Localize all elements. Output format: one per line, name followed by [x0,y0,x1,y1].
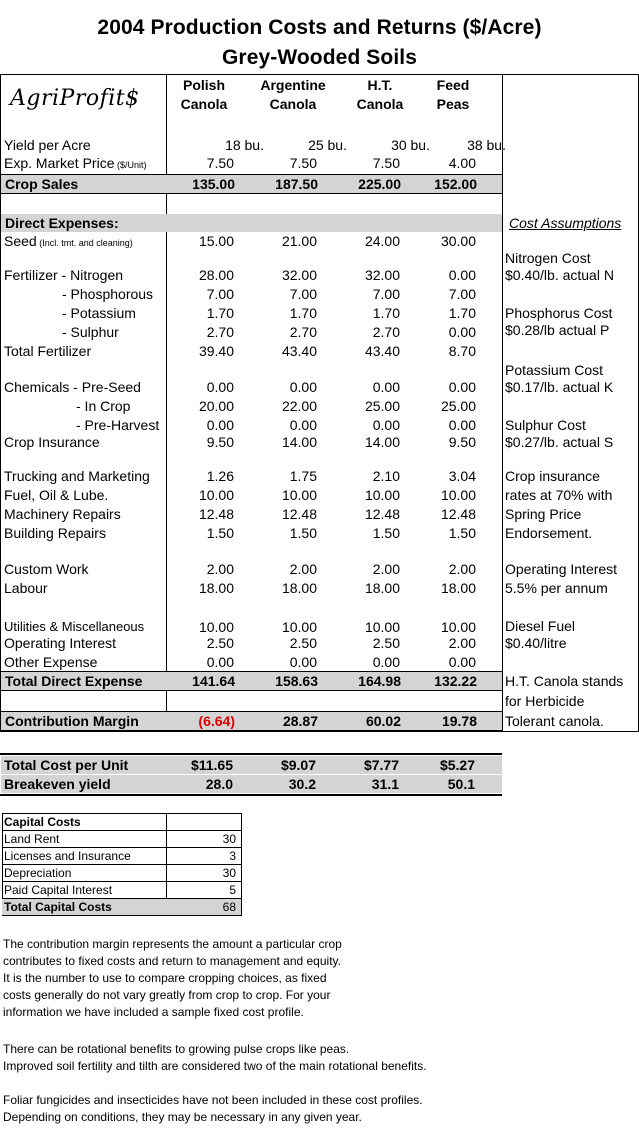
summary-bottom-rule [0,794,502,796]
cell-value: 0.00 [372,654,400,670]
cell-value: 32.00 [281,267,317,283]
assumption-line: Spring Price [505,506,582,522]
cell-value: 28.87 [282,713,318,729]
table-row-crop-insurance [0,433,502,451]
row-label: Fertilizer - Nitrogen [4,267,124,283]
row-label: Total Direct Expense [5,673,143,689]
table-row-price [0,154,502,172]
cell-value: 30.2 [288,776,316,792]
capital-value: 3 [229,849,236,863]
capital-rule [2,915,241,916]
column-header-line1: Feed [436,77,470,93]
cell-value: 2.70 [206,324,234,340]
assumption-line: $0.28/lb actual P [505,322,610,338]
row-rule [0,730,502,731]
table-row-building [0,524,502,542]
row-label: Exp. Market Price ($/Unit) [4,155,147,171]
cell-value: 7.00 [372,286,400,302]
cell-value: 14.00 [364,434,400,450]
column-header-line1: H.T. [367,77,393,93]
table-row-sulphur [0,323,502,341]
paragraph-line: Improved soil fertility and tilth are considered two of the main rotational benefits. [3,1059,427,1073]
cell-value: 2.00 [289,561,317,577]
row-label: Fuel, Oil & Lube. [4,487,109,503]
capital-label: Paid Capital Interest [4,883,113,897]
capital-heading [2,814,241,830]
cell-value: 43.40 [364,343,400,359]
capital-heading-label: Capital Costs [4,815,81,829]
cell-value: 25.00 [440,398,476,414]
cell-value: $9.07 [280,757,316,773]
cell-value: 10.00 [364,487,400,503]
cell-value: 225.00 [358,176,401,192]
cell-value: 10.00 [364,619,400,635]
capital-row [2,831,241,847]
cell-value: 0.00 [372,417,400,433]
cell-value: 30 bu. [391,137,430,153]
table-row-total-direct [1,672,502,690]
table-row-chem-preseed [0,378,502,396]
assumption-line: Sulphur Cost [505,417,586,433]
cell-value: 31.1 [371,776,399,792]
assumption-line: Potassium Cost [505,362,604,378]
row-label: Other Expense [4,654,98,670]
table-row-other [0,653,502,671]
column-header-line1: Polish [182,77,225,93]
row-label: Crop Sales [5,176,79,192]
paragraph-line: It is the number to use to compare cropping choices, as fixed [3,971,327,985]
cell-value: 164.98 [358,673,401,689]
row-rule [0,711,502,712]
cell-value: 43.40 [281,343,317,359]
row-label: Building Repairs [4,525,106,541]
cell-value: 18 bu. [225,137,264,153]
cell-value: 25 bu. [308,137,347,153]
row-label: Machinery Repairs [4,506,121,522]
cell-value: 0.00 [206,417,234,433]
cell-value: 1.75 [289,468,317,484]
cell-value: 10.00 [198,487,234,503]
assumption-line: Phosphorus Cost [505,305,613,321]
explanation-paragraph [3,936,563,1021]
column-header-line2: Canola [356,96,404,112]
cell-value: 1.50 [289,525,317,541]
cell-value: 1.70 [289,305,317,321]
table-row-crop-sales [1,175,502,193]
row-rule [0,193,502,194]
row-label: Breakeven yield [4,776,111,792]
summary-row-breakeven [1,775,502,793]
cell-value: 2.50 [289,635,317,651]
capital-label: Licenses and Insurance [4,849,131,863]
assumption-line: 5.5% per annum [505,580,608,596]
cell-value: 39.40 [198,343,234,359]
cell-value: 8.70 [448,343,476,359]
column-header [164,76,244,114]
table-row-machinery [0,505,502,523]
row-label: Operating Interest [4,635,117,651]
assumption-line: $0.40/lb. actual N [505,267,614,283]
cell-value: 12.48 [364,506,400,522]
cell-value: 1.26 [206,468,234,484]
row-label: - Phosphorous [62,286,154,302]
cell-value: 10.00 [440,619,476,635]
cell-value: $7.77 [363,757,399,773]
capital-label: Depreciation [4,866,72,880]
cell-value: 7.50 [289,155,317,171]
cell-value: 0.00 [289,654,317,670]
cell-value: 18.00 [364,580,400,596]
table-row-contribution [1,712,502,730]
paragraph-line: There can be rotational benefits to growing pulse crops like peas. [3,1042,350,1056]
assumption-line: Endorsement. [505,525,593,541]
cost-assumptions-heading: Cost Assumptions [509,215,622,231]
page-title: 2004 Production Costs and Returns ($/Acre) [97,16,542,39]
cell-value: 0.00 [448,417,476,433]
notes-column-divider [502,74,503,732]
row-label: - In Crop [76,398,131,414]
explanation-paragraph [3,1041,563,1075]
paragraph-line: information we have included a sample fixed cost profile. [3,1005,304,1019]
assumption-line: Tolerant canola. [505,713,604,729]
capital-border-right [241,813,242,916]
cell-value: 10.00 [281,487,317,503]
cell-value: 24.00 [364,233,400,249]
table-row-chem-preharvest [0,416,502,434]
assumption-line: rates at 70% with [505,487,613,503]
cell-value: 1.70 [372,305,400,321]
row-label: Total Fertilizer [4,343,92,359]
row-label: Total Cost per Unit [4,757,129,773]
header-top-rule [0,74,639,75]
cell-value: 38 bu. [467,137,506,153]
cell-value: 7.50 [372,155,400,171]
cell-value: 28.00 [198,267,234,283]
capital-total-label: Total Capital Costs [4,900,112,914]
cell-value: 10.00 [198,619,234,635]
column-header [340,76,420,114]
cell-value: 0.00 [448,267,476,283]
assumption-line: $0.40/litre [505,635,567,651]
row-rule [0,174,502,175]
cell-value: 7.50 [206,155,234,171]
cell-value: 0.00 [206,379,234,395]
row-label: Utilities & Miscellaneous [4,619,145,634]
capital-label: Land Rent [4,832,60,846]
cell-value: 60.02 [365,713,401,729]
cell-value: 0.00 [448,324,476,340]
cell-value: 2.00 [206,561,234,577]
bottom-rule [0,731,639,732]
cell-value: 20.00 [198,398,234,414]
cell-value: 158.63 [275,673,318,689]
cell-value: 14.00 [281,434,317,450]
cell-value: 18.00 [440,580,476,596]
cell-value: 32.00 [364,267,400,283]
cell-value: 7.00 [206,286,234,302]
assumption-line: Operating Interest [505,561,618,577]
cell-value: 2.70 [289,324,317,340]
row-label: Labour [4,580,48,596]
row-label: Custom Work [4,561,89,577]
cell-value: 25.00 [364,398,400,414]
table-row-seed [0,232,502,250]
cell-value: 7.00 [448,286,476,302]
capital-row [2,882,241,898]
capital-value: 30 [222,832,236,846]
cell-value: 2.00 [448,635,476,651]
table-row-custom [0,560,502,578]
cell-value: 1.50 [448,525,476,541]
row-rule [0,671,502,672]
cell-value: 141.64 [192,673,235,689]
row-label: Crop Insurance [4,434,100,450]
table-row-total-fertilizer [0,342,502,360]
table-row-direct-expenses [1,214,502,232]
cell-value: 28.0 [205,776,233,792]
capital-value: 5 [229,883,236,897]
assumption-line: for Herbicide [505,693,585,709]
row-label: - Sulphur [62,324,119,340]
column-header [413,76,493,114]
summary-row-cost-per-unit [1,756,502,774]
cell-value: 2.00 [372,561,400,577]
cell-value: 135.00 [192,176,235,192]
assumption-line: H.T. Canola stands [505,673,624,689]
cell-value: 0.00 [448,379,476,395]
capital-row [2,848,241,864]
cell-value: 9.50 [206,434,234,450]
cell-value: $5.27 [439,757,475,773]
cell-value: 2.50 [206,635,234,651]
agriprofit-logo: AgriProfit$ [10,86,140,111]
table-row-labour [0,579,502,597]
cell-value: 1.70 [448,305,476,321]
table-row-phosphorous [0,285,502,303]
capital-total-value: 68 [222,900,236,914]
cell-value: 1.70 [206,305,234,321]
cell-value: $11.65 [190,757,233,773]
cell-value: (6.64) [198,713,235,729]
assumption-line: Nitrogen Cost [505,250,591,266]
cell-value: 21.00 [281,233,317,249]
cell-value: 187.50 [275,176,318,192]
cell-value: 2.10 [372,468,400,484]
row-label: Seed (Incl. tmt. and cleaning) [4,233,133,249]
table-row-nitrogen [0,266,502,284]
column-header-line2: Peas [436,96,470,112]
column-header-line2: Canola [269,96,317,112]
row-label: Chemicals - Pre-Seed [4,379,141,395]
row-label: Trucking and Marketing [4,468,150,484]
cell-value: 0.00 [289,379,317,395]
cell-value: 4.00 [448,155,476,171]
cell-value: 2.50 [372,635,400,651]
cell-value: 12.48 [198,506,234,522]
cell-value: 9.50 [448,434,476,450]
assumption-line: Diesel Fuel [505,618,576,634]
cell-value: 12.48 [281,506,317,522]
table-row-op-interest [0,634,502,652]
row-label: Direct Expenses: [5,215,119,231]
row-label: Contribution Margin [5,713,139,729]
capital-value: 30 [222,866,236,880]
assumption-line: $0.17/lb. actual K [505,379,614,395]
cell-value: 2.00 [448,561,476,577]
row-label: - Pre-Harvest [76,417,160,433]
cell-value: 7.00 [289,286,317,302]
paragraph-line: The contribution margin represents the amount a particular crop [3,937,342,951]
cell-value: 18.00 [281,580,317,596]
column-header-line2: Canola [180,96,228,112]
cell-value: 18.00 [198,580,234,596]
cell-value: 132.22 [434,673,477,689]
cell-value: 30.00 [440,233,476,249]
cell-value: 3.04 [448,468,476,484]
column-header-line1: Argentine [260,77,326,93]
cell-value: 15.00 [198,233,234,249]
row-rule [0,690,502,691]
cell-value: 22.00 [281,398,317,414]
paragraph-line: costs generally do not vary greatly from crop to crop. For your [3,988,331,1002]
cell-value: 50.1 [447,776,475,792]
cell-value: 0.00 [206,654,234,670]
table-row-potassium [0,304,502,322]
table-row-trucking [0,467,502,485]
cell-value: 12.48 [440,506,476,522]
cell-value: 2.70 [372,324,400,340]
paragraph-line: contributes to fixed costs and return to management and equity. [3,954,341,968]
row-label-note: (Incl. tmt. and cleaning) [36,238,133,248]
cell-value: 152.00 [434,176,477,192]
table-row-chem-incrop [0,397,502,415]
cell-value: 0.00 [289,417,317,433]
table-row-yield [0,136,506,154]
row-label: - Potassium [62,305,136,321]
summary-top-rule [0,753,502,755]
cell-value: 0.00 [372,379,400,395]
paragraph-line: Foliar fungicides and insecticides have not been included in these cost profiles. [3,1093,423,1107]
paragraph-line: Depending on conditions, they may be necessary in any given year. [3,1110,362,1124]
explanation-paragraph [3,1092,563,1126]
row-label-note: ($/Unit) [114,160,147,170]
table-row-fuel [0,486,502,504]
assumption-line: $0.27/lb. actual S [505,434,614,450]
cell-value: 10.00 [281,619,317,635]
cell-value: 0.00 [448,654,476,670]
cell-value: 1.50 [372,525,400,541]
capital-total-row [2,899,241,915]
assumption-line: Crop insurance [505,468,600,484]
row-label: Yield per Acre [4,137,91,153]
page-subtitle: Grey-Wooded Soils [221,46,417,69]
cell-value: 1.50 [206,525,234,541]
capital-row [2,865,241,881]
cell-value: 19.78 [441,713,477,729]
column-header [253,76,333,114]
cell-value: 10.00 [440,487,476,503]
